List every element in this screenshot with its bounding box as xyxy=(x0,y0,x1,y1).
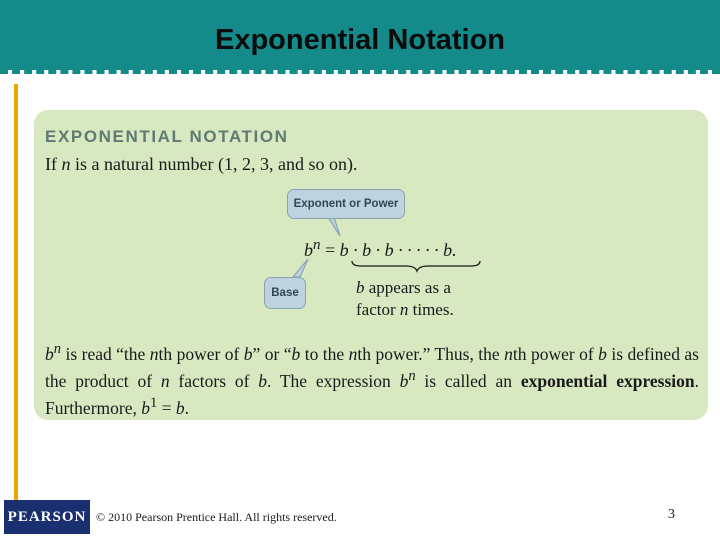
para-var: n xyxy=(504,343,513,364)
para-var: b xyxy=(175,397,185,418)
note-var-b: b xyxy=(356,278,365,297)
accent-bar xyxy=(14,84,18,500)
copyright-notice: © 2010 Pearson Prentice Hall. All rights reserved. xyxy=(96,510,337,524)
definition-box xyxy=(34,110,708,420)
para-term: exponential expression xyxy=(520,370,695,391)
base-callout: Base xyxy=(264,277,306,309)
formula-equals: = xyxy=(325,240,336,260)
para-var: b xyxy=(399,370,409,391)
para-var: b xyxy=(258,370,267,391)
note-line2-post: times. xyxy=(408,300,454,319)
para-exp: n xyxy=(53,341,62,357)
exponent-formula xyxy=(304,237,457,261)
para-var: n xyxy=(348,343,358,364)
para-text: . Furthermore, xyxy=(45,370,700,418)
para-var: b xyxy=(291,343,301,364)
exponent-callout: Exponent or Power xyxy=(287,189,405,219)
para-text: is called an xyxy=(415,370,521,391)
page-title: Exponential Notation xyxy=(215,24,505,56)
box-heading: EXPONENTIAL NOTATION xyxy=(45,127,289,146)
formula-product: b · b · b · · · · · b. xyxy=(339,240,457,260)
intro-suffix: is a natural number (1, 2, 3, and so on). xyxy=(70,154,358,174)
para-text: . xyxy=(184,397,190,418)
para-text: ” or “ xyxy=(252,343,292,364)
para-text: to the xyxy=(300,343,349,364)
factor-note-line-1 xyxy=(356,277,454,299)
intro-prefix: If xyxy=(45,154,62,174)
para-var: b xyxy=(243,343,253,364)
intro-var: n xyxy=(61,154,71,174)
note-line2-pre: factor xyxy=(356,300,400,319)
para-text: = xyxy=(157,397,176,418)
para-text: th power.” Thus, the xyxy=(357,343,505,364)
title-bar xyxy=(0,0,720,70)
note-line1-rest: appears as a xyxy=(364,278,451,297)
definition-paragraph xyxy=(45,338,699,418)
dashed-divider xyxy=(0,70,720,74)
para-text: . The expression xyxy=(267,370,400,391)
page-number: 3 xyxy=(668,507,675,522)
pearson-logo: PEARSON xyxy=(4,500,90,534)
formula-base: b xyxy=(304,240,313,260)
note-var-n: n xyxy=(399,300,409,319)
factor-note xyxy=(356,277,454,321)
para-var: b xyxy=(598,343,607,364)
para-var: b xyxy=(141,397,150,418)
para-exp: n xyxy=(408,367,416,384)
para-var: n xyxy=(160,370,170,391)
para-var: n xyxy=(149,343,159,364)
para-text: th power of xyxy=(158,343,244,364)
para-text: th power of xyxy=(512,343,599,364)
formula-exponent: n xyxy=(313,237,321,253)
para-var: b xyxy=(45,343,54,364)
para-exp: 1 xyxy=(149,394,158,411)
para-text: is defined as the product of xyxy=(45,343,699,391)
factor-note-line-2 xyxy=(356,299,454,321)
para-text: factors of xyxy=(169,370,259,391)
para-text: is read “the xyxy=(61,343,150,364)
